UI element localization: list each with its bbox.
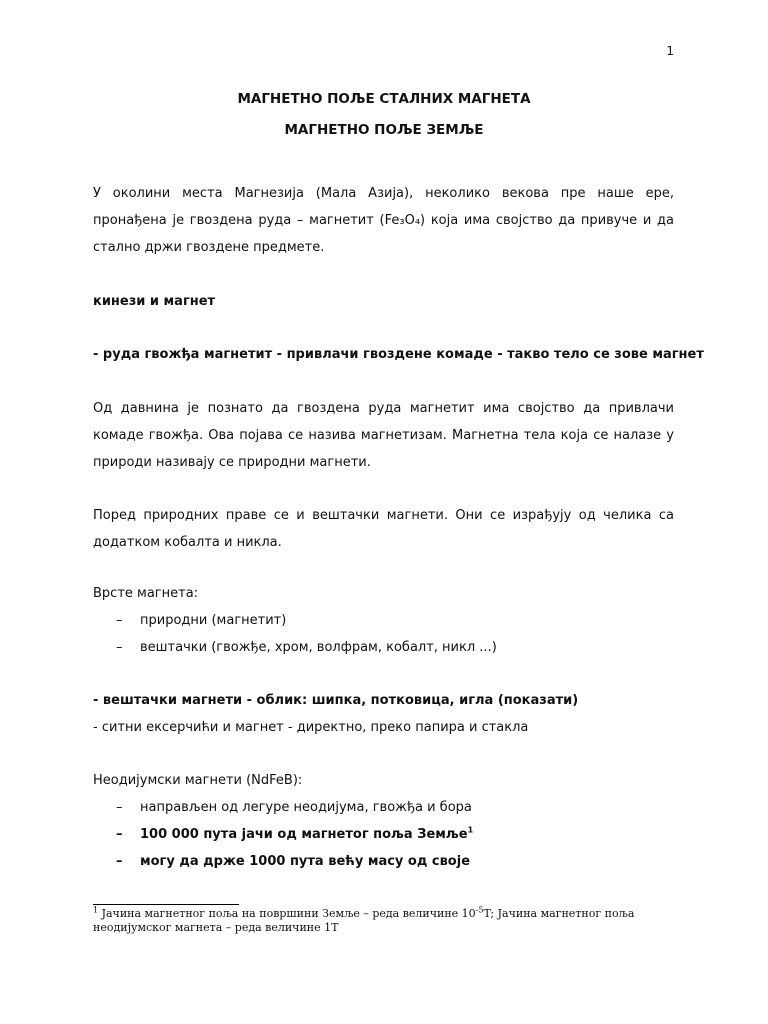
list-item bbox=[116, 640, 497, 655]
list-item-text: природни (магнетит) bbox=[140, 613, 287, 628]
intro-paragraph: У околини места Магнезија (Мала Азија), неколико векова пре наше ере, пронађена је гвоздена руда – магнетит (Fe₃O₄) која има својство да привуче и да стално држи гвоздене предмете. bbox=[93, 186, 674, 255]
small-pieces-line: - ситни ексерчићи и магнет - директно, преко папира и стакла bbox=[93, 720, 529, 735]
artificial-shapes-line: - вештачки магнети - облик: шипка, потковица, игла (показати) bbox=[93, 693, 579, 708]
list-item bbox=[116, 854, 470, 869]
list-item bbox=[116, 800, 472, 815]
list-item-text: направљен од легуре неодијума, гвожђа и бора bbox=[140, 800, 472, 815]
list-item bbox=[116, 613, 286, 628]
artificial-magnets-paragraph: Поред природних праве се и вештачки магнети. Они се израђују од челика са додатком кобалта и никла. bbox=[93, 508, 674, 550]
page-title: МАГНЕТНО ПОЉЕ СТАЛНИХ МАГНЕТА bbox=[237, 91, 531, 107]
list-item-text: вештачки (гвожђе, хром, волфрам, кобалт, никл ...) bbox=[140, 640, 497, 655]
list-dash: – bbox=[116, 827, 123, 842]
footnote-reference: 1 bbox=[467, 825, 474, 835]
list-dash: – bbox=[116, 800, 123, 815]
footnote-text-b: T; Јачина магнетног поља неодијумског магнета – реда величине 1T bbox=[93, 907, 635, 934]
page-subtitle: МАГНЕТНО ПОЉЕ ЗЕМЉЕ bbox=[284, 122, 484, 138]
list-item bbox=[116, 827, 473, 842]
magnetism-paragraph: Од давнина је познато да гвоздена руда магнетит има својство да привлачи комаде гвожђа. Ова појава се назива магнетизам. Магнетна тела која се налазе у природи називају се природни магнети. bbox=[93, 401, 674, 470]
chinese-magnet-line: кинези и магнет bbox=[93, 294, 216, 309]
footnote-divider bbox=[93, 904, 239, 905]
list-dash: – bbox=[116, 854, 123, 869]
footnote-text-a: Јачина магнетног поља на површини Земље – реда величине 10 bbox=[98, 907, 476, 920]
list-dash: – bbox=[116, 613, 123, 628]
list-dash: – bbox=[116, 640, 123, 655]
footnote-mark: 1 bbox=[93, 905, 99, 915]
types-heading: Врсте магнета: bbox=[93, 586, 199, 601]
page-number: 1 bbox=[666, 44, 674, 58]
list-item-text: могу да држе 1000 пута већу масу од своје bbox=[140, 854, 471, 869]
footnote bbox=[93, 907, 653, 935]
footnote-exponent: -5 bbox=[475, 905, 484, 915]
ore-line: - руда гвожђа магнетит - привлачи гвоздене комаде - такво тело се зове магнет bbox=[93, 347, 704, 362]
neodymium-heading: Неодијумски магнети (NdFeB): bbox=[93, 773, 303, 788]
list-item-text: 100 000 пута јачи од магнетог поља Земље bbox=[140, 827, 468, 842]
